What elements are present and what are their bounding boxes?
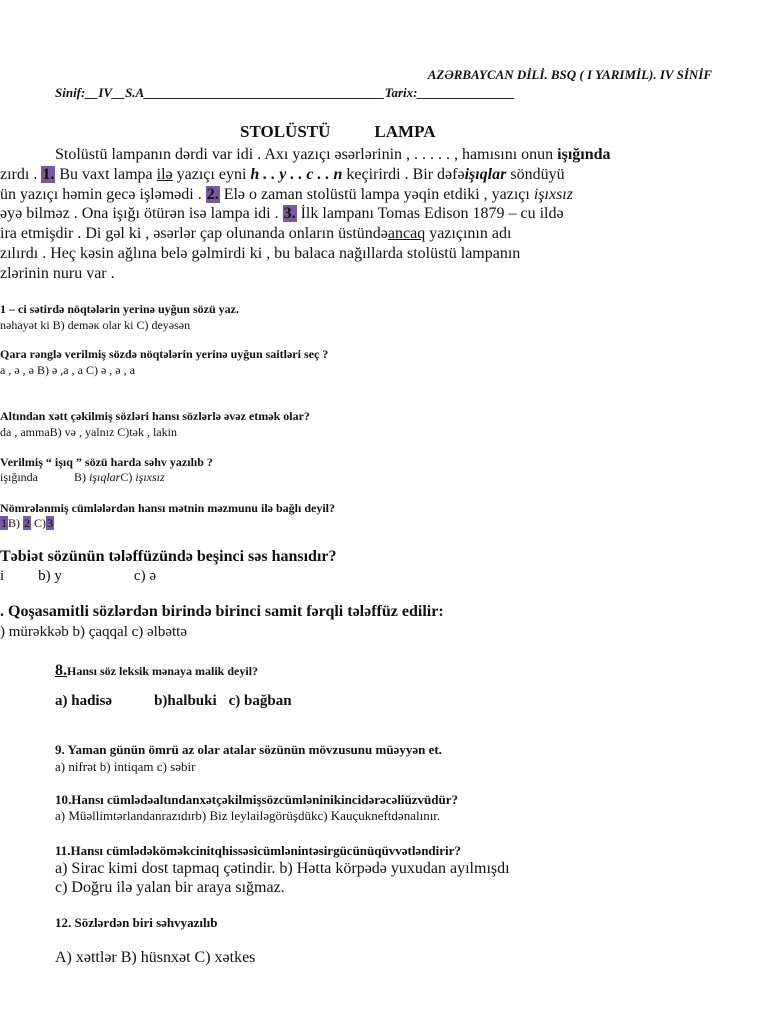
option-b[interactable]: b) y: [38, 568, 62, 584]
option-b-label[interactable]: B): [74, 470, 89, 484]
passage-line: zılırdı . Heç kəsin ağlına belə gəlmirdi ki , bu balaca nağıllarda stolüstü lampanın: [0, 245, 521, 262]
question-11-option-c[interactable]: c) Doğru ilə yalan bir araya sığmaz.: [55, 879, 285, 896]
passage-text: ira etmişdir . Di gəl ki , əsərlər çap olunanda onların üstündə: [0, 225, 388, 242]
passage-text: Elə o zaman stolüstü lampa yəqin etdiki , yazıçı: [219, 186, 534, 203]
option-c[interactable]: c) ə: [133, 568, 156, 584]
option-a[interactable]: işığında: [0, 470, 38, 484]
option-b-label: B): [8, 516, 20, 530]
option-a[interactable]: a) hadisə: [55, 693, 113, 709]
sentence-marker-2: 2.: [206, 186, 219, 203]
question-8: [55, 662, 258, 680]
class-label: Sinif:__IV__S.A_____________________________________: [55, 85, 385, 100]
passage-text: ün yazıçı həmin gecə işləmədi .: [0, 186, 206, 203]
page-title: [240, 122, 435, 142]
title-word-2: LAMPA: [374, 122, 436, 141]
passage-text: əyə bilməz . Ona işığı ötürən isə lampa idi .: [0, 205, 283, 222]
question-3-options[interactable]: da , ammaB) və , yalnız C)tək , lakin: [0, 425, 177, 439]
question-3: Altından xətt çəkilmiş sözləri hansı sözlərlə əvəz etmək olar?: [0, 409, 310, 423]
date-label: Tarix:: [384, 85, 418, 100]
passage-text: Stolüstü lampanın dərdi var idi . Axı yazıçı əsərlərinin , . . . . . , hamısını onun: [55, 146, 558, 163]
question-10-options[interactable]: a) Müəllimtərlandanrazıdırb) Biz leylailəgörüşdükc) Kauçukneftdənalınır.: [55, 808, 441, 823]
passage-italic-word: işıxsız: [533, 186, 573, 203]
passage-text: yazıçının adı: [425, 225, 512, 242]
passage-line: zlərinin nuru var .: [0, 265, 115, 282]
option-b[interactable]: işıqlar: [89, 470, 121, 484]
question-2-options[interactable]: a , ə , ə B) ə ,a , a C) ə , ə , a: [0, 363, 135, 377]
passage-text: söndüyü: [506, 166, 565, 183]
question-8-options[interactable]: [55, 693, 292, 710]
question-1: 1 – ci sətirdə nöqtələrin yerinə uyğun sözü yaz.: [0, 302, 239, 316]
question-2: Qara rənglə verilmiş sözdə nöqtələrin yerinə uyğun saitləri seç ?: [0, 347, 329, 361]
option-marker-1[interactable]: 1: [1, 516, 7, 530]
date-blank[interactable]: _______________: [417, 85, 515, 100]
question-6-options[interactable]: [0, 568, 156, 585]
question-5: Nömrələnmiş cümlələrdən hansı mətnin məzmunu ilə bağlı deyil?: [0, 501, 335, 515]
option-c[interactable]: işıxsız: [135, 470, 165, 484]
sentence-marker-3: 3.: [283, 205, 296, 222]
option-c-label[interactable]: C): [120, 470, 136, 484]
underlined-word: ilə: [156, 166, 173, 183]
question-9-options[interactable]: a) nifrət b) intiqam c) səbir: [55, 759, 196, 774]
passage-line: [0, 225, 511, 243]
question-7: . Qoşasamitli sözlərdən birində birinci samit fərqli tələffüz edilir:: [0, 603, 444, 620]
passage-text: Bu vaxt lampa: [55, 166, 157, 183]
question-text: Hansı söz leksik mənaya malik deyil?: [67, 664, 259, 678]
passage-bold-word: işığında: [557, 146, 611, 163]
passage-text: zırdı .: [0, 166, 42, 183]
question-10: 10.Hansı cümlədəaltındanxətçəkilmişsözcümləninikincidərəcəliüzvüdür?: [55, 792, 458, 807]
passage-line: [0, 186, 573, 204]
question-4: Verilmiş “ işıq ” sözü harda səhv yazılıb ?: [0, 455, 213, 469]
question-1-options[interactable]: nəhayət ki B) deməк olar ki C) deyəsən: [0, 318, 191, 332]
sentence-marker-1: 1.: [42, 166, 55, 183]
option-marker-3[interactable]: 3: [47, 516, 53, 530]
option-marker-2[interactable]: 2: [24, 516, 30, 530]
title-word-1: STOLÜSTÜ: [240, 122, 331, 141]
passage-bold-word: işıqlar: [464, 166, 507, 183]
option-b[interactable]: b)halbuki: [154, 693, 217, 709]
option-a[interactable]: i: [0, 568, 5, 584]
passage-text: yazıçı eyni: [172, 166, 251, 183]
question-number: 8.: [55, 662, 67, 679]
class-field[interactable]: [55, 85, 515, 101]
question-12: 12. Sözlərdən biri səhvyazılıb: [55, 915, 218, 930]
option-c[interactable]: c) bağban: [228, 693, 292, 709]
passage-text: İlk lampanı Tomas Edison 1879 – cu ildə: [296, 205, 564, 222]
question-6: Təbiət sözünün tələffüzündə beşinci səs hansıdır?: [0, 548, 337, 565]
passage-line: [0, 166, 565, 184]
question-4-options[interactable]: [0, 470, 165, 485]
subject-heading: AZƏRBAYCAN DİLİ. BSQ ( I YARIMİL). IV SİNİF: [427, 67, 712, 82]
passage-line: [0, 205, 564, 223]
question-12-options[interactable]: A) xəttlər B) hüsnxət C) xətkes: [55, 949, 256, 966]
question-7-options[interactable]: ) mürəkkəb b) çaqqal c) əlbəttə: [0, 624, 187, 640]
question-5-options[interactable]: [0, 516, 54, 531]
question-11: 11.Hansı cümlədəkömək​cinitqhissəsicümlənintəsirgücünüqüvvətləndirir?: [55, 843, 461, 858]
question-9: 9. Yaman günün ömrü az olar atalar sözünün mövzusunu müəyyən et.: [55, 742, 442, 757]
gapped-word: h . . y . . c . . n: [250, 166, 343, 183]
option-c-label: C): [31, 516, 46, 530]
question-11-option-ab[interactable]: a) Sirac kimi dost tapmaq çətindir. b) Hətta körpədə yuxudan ayılmışdı: [55, 860, 510, 877]
passage-line: [55, 146, 611, 164]
passage-text: keçirirdi . Bir dəfə: [342, 166, 465, 183]
underlined-word: ancaq: [387, 225, 426, 242]
